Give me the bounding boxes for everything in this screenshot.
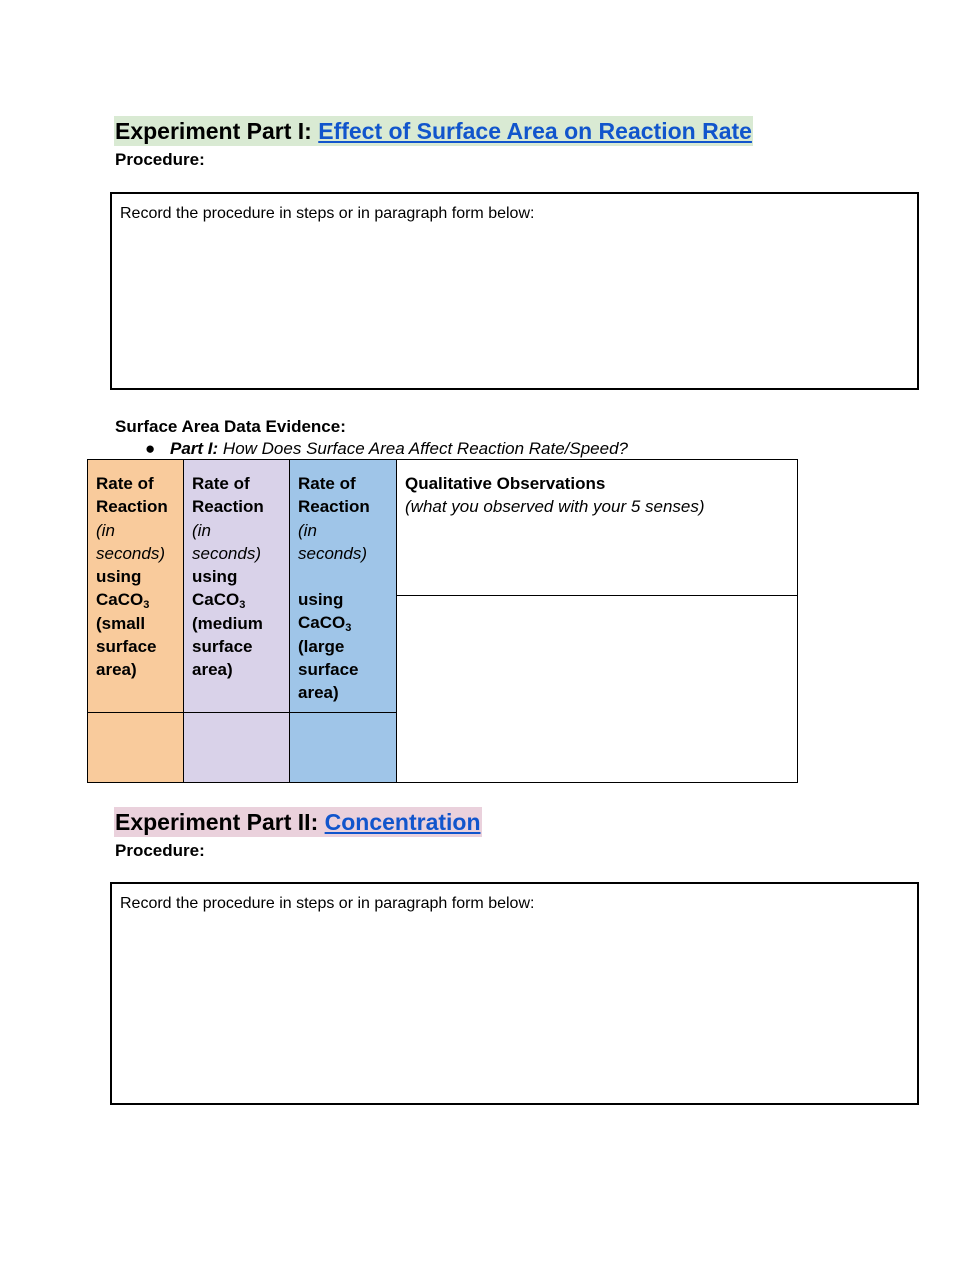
value-cell-large[interactable] <box>290 713 397 783</box>
part2-heading-prefix: Experiment Part II: <box>115 809 325 835</box>
part2-heading-link[interactable]: Concentration <box>324 809 481 835</box>
part1-heading-link[interactable]: Effect of Surface Area on Reaction Rate <box>318 118 752 144</box>
part2-procedure-prompt: Record the procedure in steps or in paragraph form below: <box>120 895 535 912</box>
qual-title: Qualitative Observations <box>405 474 606 493</box>
bullet-dot: ● <box>145 439 156 458</box>
header-col-medium: Rate of Reaction (in seconds) using CaCO$_3$ (medium surface area) <box>184 460 290 713</box>
part1-heading-prefix: Experiment Part I: <box>115 118 319 144</box>
surface-area-table <box>87 459 798 783</box>
part1-heading <box>114 116 753 146</box>
value-cell-medium[interactable] <box>184 713 290 783</box>
part2-procedure-label: Procedure: <box>115 841 205 860</box>
header-col-large: Rate of Reaction (in seconds) using CaCO$_3$ (large surface area) <box>290 460 397 713</box>
value-cell-small[interactable] <box>88 713 184 783</box>
part2-heading <box>114 807 482 837</box>
qualitative-observations-cell[interactable] <box>397 460 798 783</box>
bullet-part-label: Part I: <box>170 439 219 458</box>
evidence-title: Surface Area Data Evidence: <box>115 417 346 436</box>
part1-procedure-prompt: Record the procedure in steps or in paragraph form below: <box>120 205 535 222</box>
qual-subtitle: (what you observed with your 5 senses) <box>405 497 705 517</box>
part1-procedure-label: Procedure: <box>115 150 205 169</box>
part1-procedure-box[interactable] <box>110 192 919 390</box>
part2-procedure-box[interactable] <box>110 882 919 1105</box>
bullet-question: How Does Surface Area Affect Reaction Rate/Speed? <box>218 439 628 458</box>
header-col-small: Rate of Reaction (in seconds) using CaCO$_3$ (small surface area) <box>88 460 184 713</box>
evidence-bullet <box>145 439 628 459</box>
